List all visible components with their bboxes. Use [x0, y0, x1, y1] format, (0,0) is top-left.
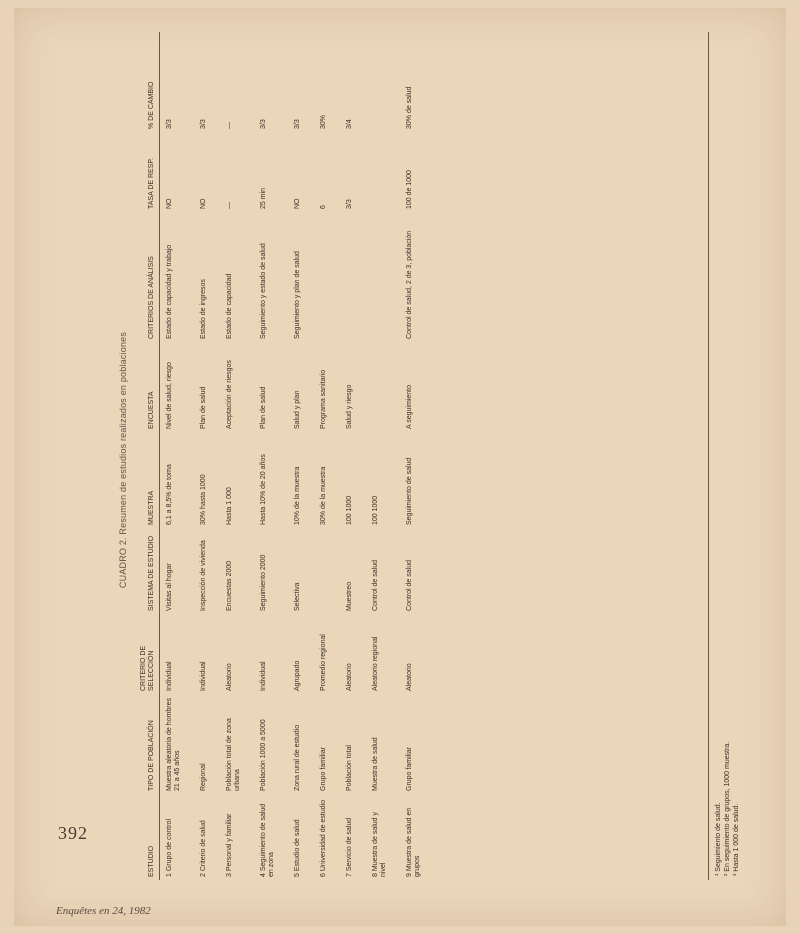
table-cell: —	[226, 122, 233, 129]
table-cell	[368, 212, 402, 342]
table-cell: Población total de zona urbana	[226, 718, 241, 791]
table-cell: Visitas al hogar	[166, 563, 173, 611]
table-cell: Población total	[346, 745, 353, 791]
row-label: Muestra de salud y nivel	[372, 811, 387, 877]
row-number: 6	[320, 873, 327, 877]
row-label: Universidad de estudio	[320, 799, 327, 872]
table-cell	[256, 794, 290, 880]
table-cell: Individual	[166, 661, 173, 691]
table-cell	[316, 528, 342, 614]
table-cell	[160, 794, 197, 880]
table-cell: Grupo familiar	[320, 747, 327, 791]
table-cell: Muestra de salud	[372, 737, 379, 791]
row-number: 9	[406, 873, 413, 877]
row-label: Servicio de salud	[346, 817, 353, 872]
table-cell: 6,1 a 8,5% de toma	[166, 464, 173, 525]
row-label: Criterio de salud	[200, 820, 207, 872]
table-cell: 25 min	[260, 187, 267, 209]
table-cell: —	[226, 202, 233, 209]
table-cell: 100 de 1000	[406, 170, 413, 209]
column-header: % DE CAMBIO	[138, 32, 160, 132]
table-cell: Seguimiento y plan de salud	[294, 251, 301, 339]
table-cell: Programa sanitario	[320, 369, 327, 429]
table-cell: Plan de salud	[260, 386, 267, 429]
row-number: 3	[226, 873, 233, 877]
table-cell: Estado de ingresos	[200, 279, 207, 339]
column-header: TASA DE RESP.	[138, 132, 160, 212]
table-cell: Individual	[260, 661, 267, 691]
column-header: ESTUDIO	[138, 794, 160, 880]
row-label: Estudio de salud	[294, 819, 301, 872]
table-cell	[368, 342, 402, 432]
table-row	[342, 32, 368, 880]
table-cell: Control de salud	[406, 560, 413, 611]
row-label: Grupo de control	[166, 818, 173, 872]
table-cell: Control de salud	[372, 560, 379, 611]
table-cell	[222, 794, 256, 880]
table-cell: 3/4	[346, 119, 353, 129]
table-cell: 100 1000	[346, 495, 353, 525]
table-cell: Salud y riesgo	[346, 384, 353, 429]
table-row	[402, 32, 436, 880]
row-label: Muestra de salud en grupos	[406, 807, 421, 877]
table-cell: Seguimiento 2000	[260, 554, 267, 611]
table-cell: Salud y plan	[294, 390, 301, 429]
table-cell: Nivel de salud, riesgo	[166, 362, 173, 429]
table-cell	[316, 212, 342, 342]
row-label: Seguimiento de salud en zona	[260, 803, 275, 877]
table-cell: 3/3	[346, 199, 353, 209]
row-number: 1	[166, 873, 173, 877]
document-page	[14, 8, 786, 926]
table-notes: ¹ Seguimiento de salud. ² En seguimiento de grupos, 1000 muestra. ³ Hasta 1 000 de salud.	[715, 741, 740, 876]
table-cell: Población 1000 a 5000	[260, 719, 267, 791]
row-number: 8	[372, 873, 379, 877]
table-row	[160, 32, 197, 880]
row-number: 2	[200, 873, 207, 877]
table-cell	[342, 794, 368, 880]
table-cell: 3/3	[166, 119, 173, 129]
table-row	[222, 32, 256, 880]
table-cell: 30%	[320, 114, 327, 129]
table-cell: NO	[294, 198, 301, 209]
table-cell: Inspección de vivienda	[200, 540, 207, 611]
notes-divider	[708, 32, 709, 880]
table-row	[256, 32, 290, 880]
table-cell: Aleatorio	[406, 663, 413, 691]
table-cell: Seguimiento y estado de salud	[260, 243, 267, 339]
table-cell: Promedio regional	[320, 634, 327, 691]
table-cell	[368, 794, 402, 880]
table-cell: Aleatorio	[346, 663, 353, 691]
rotated-table	[118, 20, 784, 900]
table-cell: Agrupado	[294, 660, 301, 691]
table-title: CUADRO 2. Resumen de estudios realizados en poblaciones	[118, 331, 128, 589]
column-header: MUESTRA	[138, 432, 160, 528]
table-cell: Muestra aleatoria de hombres 21 a 45 años	[166, 698, 181, 791]
column-header: CRITERIOS DE ANÁLISIS	[138, 212, 160, 342]
data-table	[138, 32, 436, 880]
page-number: 392	[58, 823, 88, 843]
table-cell: Control de salud, 2 de 3, población	[406, 230, 413, 339]
table-cell: 3/3	[294, 119, 301, 129]
row-number: 5	[294, 873, 301, 877]
table-cell: 3/3	[260, 119, 267, 129]
table-cell: Zona rural de estudio	[294, 724, 301, 791]
table-cell	[316, 794, 342, 880]
column-header: SISTEMA DE ESTUDIO	[138, 528, 160, 614]
table-cell: 100 1000	[372, 495, 379, 525]
table-row	[290, 32, 316, 880]
table-cell: 30% de la muestra	[320, 466, 327, 525]
table-cell: 30% hasta 1000	[200, 474, 207, 525]
table-cell: 3/3	[200, 119, 207, 129]
table-cell: A seguimiento	[406, 385, 413, 429]
table-cell: NO	[200, 198, 207, 209]
table-cell: Estado de capacidad y trabajo	[166, 244, 173, 339]
column-header: CRITERIO DE SELECCIÓN	[138, 614, 160, 694]
table-cell: Individual	[200, 661, 207, 691]
page-footer: Enquêtes en 24, 1982	[56, 905, 151, 917]
table-cell: Encuestas 2000	[226, 560, 233, 611]
table-cell: 30% de salud	[406, 86, 413, 129]
table-cell: Regional	[200, 763, 207, 791]
table-cell: Estado de capacidad	[226, 273, 233, 339]
table-cell: Muestreo	[346, 581, 353, 611]
column-header: ENCUESTA	[138, 342, 160, 432]
rotated-table-area	[118, 20, 784, 900]
row-number: 4	[260, 873, 267, 877]
table-cell: Grupo familiar	[406, 747, 413, 791]
table-cell: Seguimiento de salud	[406, 457, 413, 525]
table-header-row	[138, 32, 160, 880]
table-cell	[402, 794, 436, 880]
table-cell: Aleatorio	[226, 663, 233, 691]
table-cell: NO	[166, 198, 173, 209]
table-cell	[368, 32, 402, 132]
table-cell	[290, 794, 316, 880]
table-row	[368, 32, 402, 880]
table-cell: 6	[320, 205, 327, 209]
table-cell: 10% de la muestra	[294, 466, 301, 525]
column-header: TIPO DE POBLACIÓN	[138, 694, 160, 794]
table-row	[316, 32, 342, 880]
table-cell	[368, 132, 402, 212]
table-cell: Aceptación de riesgos	[226, 360, 233, 429]
table-row	[196, 32, 222, 880]
table-cell	[342, 212, 368, 342]
row-label: Personal y familiar	[226, 813, 233, 872]
table-cell: Selectiva	[294, 582, 301, 611]
table-cell: Hasta 10% de 20 años	[260, 454, 267, 525]
table-cell	[196, 794, 222, 880]
table-cell: Hasta 1 000	[226, 487, 233, 525]
table-cell: Aleatorio regional	[372, 636, 379, 691]
row-number: 7	[346, 873, 353, 877]
table-cell: Plan de salud	[200, 386, 207, 429]
